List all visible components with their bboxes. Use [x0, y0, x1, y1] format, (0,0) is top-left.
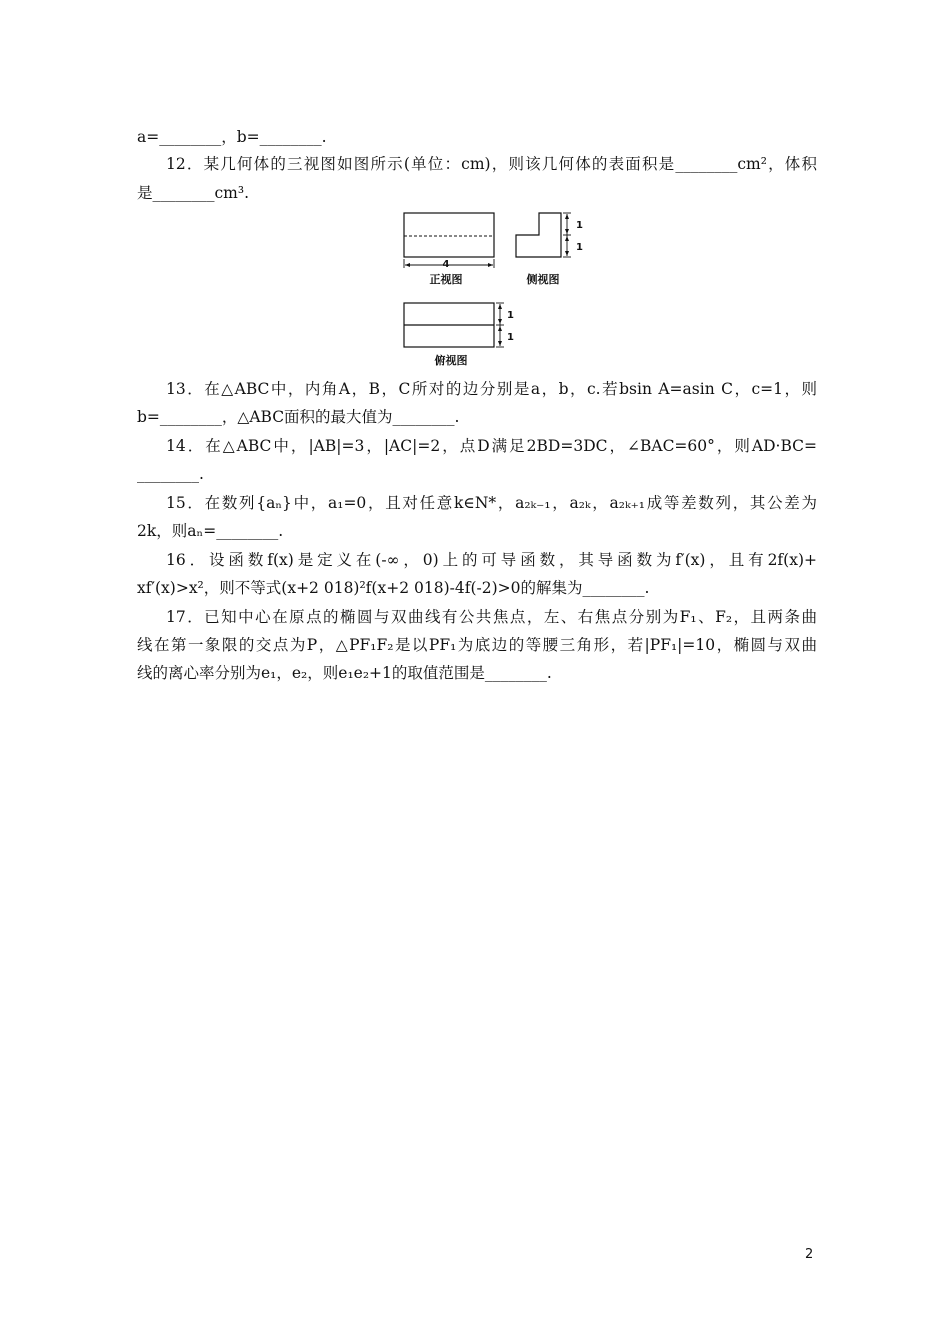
- top-view-dimension-1: 1: [507, 310, 514, 321]
- top-view: [404, 303, 514, 367]
- three-view-figure: [395, 205, 585, 374]
- problem-13-line-2: b=________，△ABC面积的最大值为________.: [137, 408, 460, 426]
- side-view: [516, 213, 583, 286]
- top-view-label: 俯视图: [434, 354, 468, 367]
- problem-13-line-1: 13．在△ABC中，内角A，B，C所对的边分别是a，b，c.若bsin A=asin C，c=1，则: [166, 380, 817, 398]
- problem-15-line-2: 2k，则aₙ=________.: [137, 522, 284, 540]
- problem-17-line-1: 17．已知中心在原点的椭圆与双曲线有公共焦点，左、右焦点分别为F₁、F₂，且两条曲: [166, 608, 817, 626]
- front-view-label: 正视图: [429, 273, 463, 286]
- problem-12-line-1: 12．某几何体的三视图如图所示(单位：cm)，则该几何体的表面积是________cm²，体积: [166, 155, 817, 173]
- front-view-dimension: 4: [442, 259, 450, 270]
- problem-17-line-3: 线的离心率分别为e₁，e₂，则e₁e₂+1的取值范围是________.: [137, 664, 552, 682]
- front-view: [404, 213, 494, 286]
- problem-14-line-1: 14．在△ABC中，|AB|=3，|AC|=2，点D满足2BD=3DC，∠BAC=60°，则AD·BC=: [166, 437, 817, 455]
- side-view-dimension-2: 1: [576, 242, 583, 253]
- problem-11-continuation: a=________，b=________.: [137, 128, 327, 146]
- side-view-label: 侧视图: [526, 273, 560, 286]
- top-view-dimension-2: 1: [507, 332, 514, 343]
- page-number: 2: [805, 1247, 814, 1262]
- problem-14-line-2: ________.: [137, 465, 204, 483]
- problem-12-line-2: 是________cm³.: [137, 184, 250, 202]
- problem-17-line-2: 线在第一象限的交点为P，△PF₁F₂是以PF₁为底边的等腰三角形，若|PF₁|=10，椭圆与双曲: [137, 636, 817, 654]
- side-view-dimension-1: 1: [576, 220, 583, 231]
- problem-16-line-1: 16．设函数f(x)是定义在(-∞，0)上的可导函数，其导函数为f′(x)，且有2f(x)+: [166, 551, 817, 569]
- problem-16-line-2: xf′(x)>x²，则不等式(x+2 018)²f(x+2 018)-4f(-2)>0的解集为________.: [137, 579, 650, 597]
- problem-15-line-1: 15．在数列{aₙ}中，a₁=0，且对任意k∈N*，a₂ₖ₋₁，a₂ₖ，a₂ₖ₊₁成等差数列，其公差为: [166, 494, 817, 512]
